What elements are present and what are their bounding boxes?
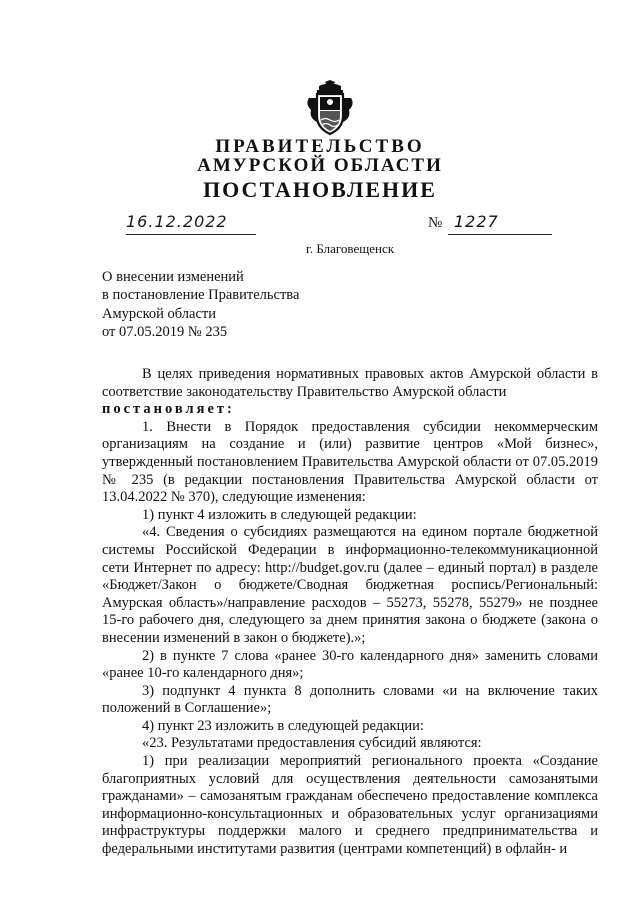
subject-line: О внесении изменений [102,269,244,285]
subject-line: от 07.05.2019 № 235 [102,324,228,341]
government-name-line1: ПРАВИТЕЛЬСТВО [215,136,425,157]
document-date: 16.12.2022 [126,212,228,231]
body-paragraph: «4. Сведения о субсидиях размещаются на едином портале бюджетной системы Российской Федерации в информационно-телекоммуникационной сети Интернет по адресу: http://budget.gov.ru (далее – единый портал) в разделе «Бюджет/Закон о бюджете/Сводная бюджетная роспись/Региональный: Амурская область»/направление расходов – 55273, 55278, 55279» не позднее 15-го рабочего дня, следующего за днем принятия закона о бюджете (закона о внесении изменений в закон о бюджете).»; [102,524,598,646]
body-paragraph: 3) подпункт 4 пункта 8 дополнить словами «и на включение таких положений в Соглашение»; [102,682,598,717]
government-name-line2: АМУРСКОЙ ОБЛАСТИ [197,155,443,176]
body-paragraph: 2) в пункте 7 слова «ранее 30-го календарного дня» заменить словами «ранее 10-го календарного дня»; [102,647,598,682]
body-paragraph: «23. Результатами предоставления субсидий являются: [142,735,482,752]
body-paragraph: 4) пункт 23 изложить в следующей редакции: [142,717,424,734]
subject-line: Амурской области [102,305,216,322]
document-number-field [448,212,552,235]
document-number: 1227 [454,212,499,231]
number-label: № [428,215,443,231]
document-date-field [126,212,256,235]
subject-line: в постановление Правительства [102,287,300,304]
document-body [102,366,598,859]
body-paragraph: 1) пункт 4 изложить в следующей редакции: [142,506,417,523]
preamble-paragraph: В целях приведения нормативных правовых актов Амурской области в соответствие законодательству Правительство Амурской области [102,366,598,400]
coat-of-arms-emblem [303,80,357,138]
decree-word: постановляет: [102,401,235,418]
body-paragraph: 1. Внести в Порядок предоставления субсидии некоммерческим организациям на создание и (или) развитие центров «Мой бизнес», утвержденный постановлением Правительства Амурской области от 07.05.2019 № 235 (в редакции постановления Правительства Амурской области от 13.04.2022 № 370), следующие изменения: [102,418,598,506]
body-paragraph: 1) при реализации мероприятий регионального проекта «Создание благоприятных условий для осуществления деятельности самозанятыми гражданами» – самозанятым гражданам обеспечено предоставление комплекса информационно-консультационных и образовательных услуг организациями инфраструктуры поддержки малого и среднего предпринимательства и федеральными институтами развития (центрами компетенций) в офлайн- и [102,753,598,858]
city-name: г. Благовещенск [305,241,395,256]
document-type-title: ПОСТАНОВЛЕНИЕ [203,177,437,202]
document-subject [102,268,299,342]
